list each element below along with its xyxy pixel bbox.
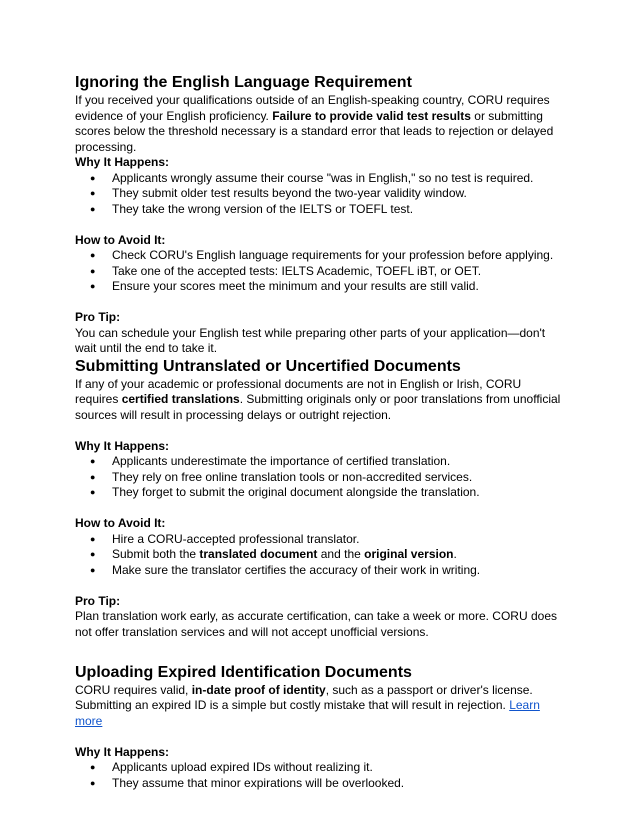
list-item: ● They take the wrong version of the IELTS or TOEFL test. (75, 202, 565, 218)
list-item-text: . (453, 547, 457, 561)
intro-text: If any of your academic or professional documents are not in English or Irish, CORU requires (75, 376, 522, 406)
list-item-text: and the (317, 547, 365, 561)
why-list (75, 760, 565, 791)
list-item: ● Applicants upload expired IDs without realizing it. (75, 760, 565, 776)
why-label: Why It Happens: (75, 744, 170, 759)
avoid-label: How to Avoid It: (75, 516, 166, 530)
pro-tip-label: Pro Tip: (75, 593, 121, 608)
avoid-list (75, 248, 565, 295)
section-heading-expired-id: Uploading Expired Identification Documents (75, 663, 412, 681)
avoid-list (75, 532, 565, 579)
list-item (75, 547, 565, 563)
list-item: ● Applicants underestimate the importance of certified translation. (75, 454, 565, 470)
list-item-bold-text: original version (364, 547, 454, 561)
pro-tip-label: Pro Tip: (75, 310, 121, 324)
intro-text: . Submitting originals only or poor translations from unofficial sources will result in processing delays or outright rejection. (75, 392, 561, 422)
intro-text: or submitting scores below the threshold necessary is a standard error that leads to rejection or delayed processing. (75, 108, 554, 154)
list-item: ● Ensure your scores meet the minimum and your results are still valid. (75, 279, 565, 295)
section-intro (75, 377, 565, 424)
list-item-text: Submit both the (112, 547, 200, 561)
why-label: Why It Happens: (75, 438, 170, 453)
list-item: ● Applicants wrongly assume their course "was in English," so no test is required. (75, 171, 565, 187)
avoid-label: How to Avoid It: (75, 232, 166, 247)
intro-bold-text: in-date proof of identity (191, 682, 326, 697)
pro-tip-text: You can schedule your English test while preparing other parts of your application—don't wait until the end to take it. (75, 325, 546, 355)
why-list (75, 171, 565, 218)
section-heading-english-requirement: Ignoring the English Language Requirement (75, 74, 412, 91)
intro-text: , such as a passport or driver's license. Submitting an expired ID is a simple but costly mistake that will result in rejection. (75, 682, 533, 712)
list-item: ● Take one of the accepted tests: IELTS Academic, TOEFL iBT, or OET. (75, 264, 565, 280)
intro-text: If you received your qualifications outside of an English-speaking country, CORU requires evidence of your English proficiency. (75, 93, 550, 123)
learn-more-link[interactable]: Learn more (75, 698, 540, 728)
pro-tip-text: Plan translation work early, as accurate certification, can take a week or more. CORU does not offer translation services and will not accept unofficial versions. (75, 609, 557, 639)
list-item: ● They submit older test results beyond the two-year validity window. (75, 186, 565, 202)
list-item: ● Hire a CORU-accepted professional translator. (75, 532, 565, 548)
why-list (75, 454, 565, 501)
intro-bold-text: certified translations (121, 392, 240, 406)
list-item: ● Make sure the translator certifies the accuracy of their work in writing. (75, 563, 565, 579)
intro-text: CORU requires valid, (75, 682, 192, 697)
intro-bold-text: Failure to provide valid test results (272, 108, 471, 123)
list-item: ● They forget to submit the original document alongside the translation. (75, 485, 565, 501)
section-intro (75, 93, 565, 155)
section-heading-untranslated-documents: Submitting Untranslated or Uncertified Documents (75, 357, 461, 375)
list-item-bold-text: translated document (199, 547, 318, 561)
list-item: ● They rely on free online translation tools or non-accredited services. (75, 470, 565, 486)
why-label: Why It Happens: (75, 155, 170, 169)
section-intro (75, 683, 565, 730)
document-page (75, 73, 565, 791)
list-item: ● Check CORU's English language requirements for your profession before applying. (75, 248, 565, 264)
list-item: ● They assume that minor expirations will be overlooked. (75, 776, 565, 792)
